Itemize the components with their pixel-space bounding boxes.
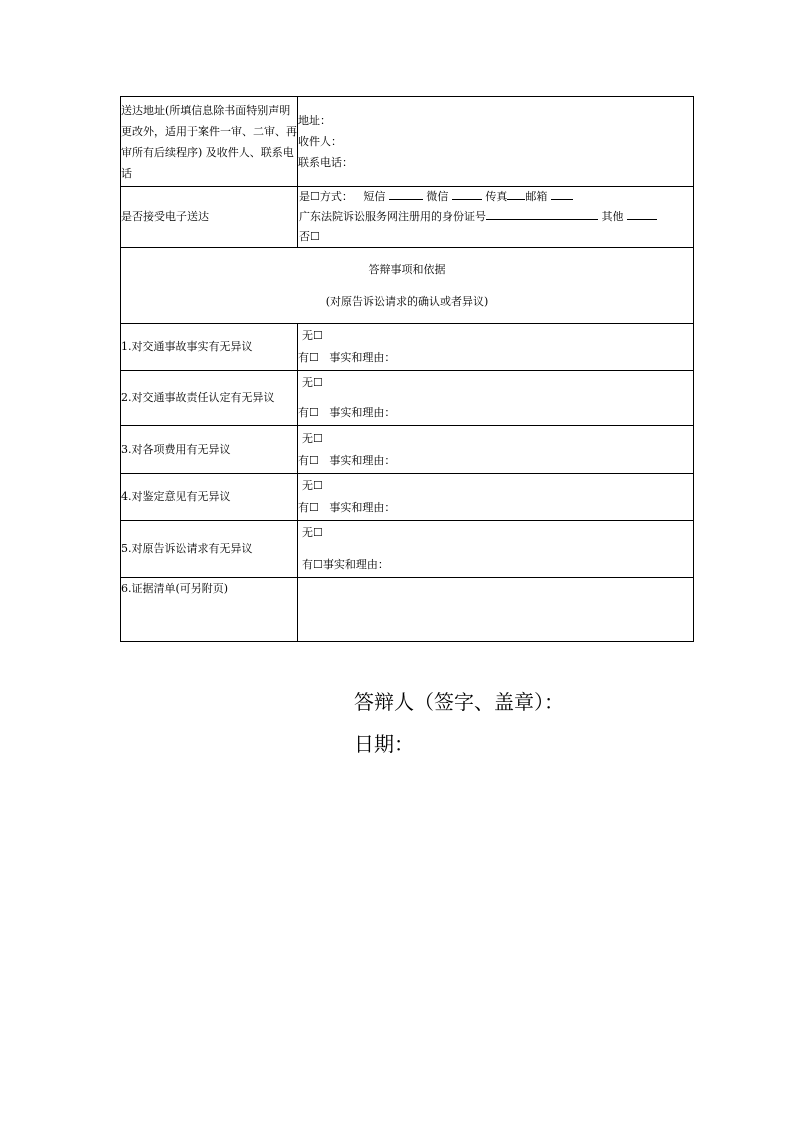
- question-label: 1.对交通事故事实有无异议: [121, 324, 298, 371]
- phone-field[interactable]: 联系电话：: [298, 156, 353, 169]
- question-label: 5.对原告诉讼请求有无异议: [121, 521, 298, 578]
- question-answer[interactable]: [298, 371, 694, 426]
- sms-blank[interactable]: [389, 187, 423, 200]
- electronic-delivery-row: [121, 187, 694, 248]
- wechat-option: 微信: [426, 190, 449, 203]
- platform-id-label: 广东法院诉讼服务网注册用的身份证号: [299, 210, 486, 223]
- delivery-address-fields[interactable]: [298, 97, 694, 187]
- no-objection-checkbox[interactable]: 无☐: [302, 479, 323, 492]
- reason-label: 事实和理由：: [329, 453, 396, 467]
- platform-id-blank[interactable]: [486, 207, 598, 220]
- no-objection-checkbox[interactable]: 无☐: [302, 376, 323, 389]
- electronic-delivery-options[interactable]: [298, 187, 694, 248]
- mail-option: 邮箱: [525, 190, 548, 203]
- reason-label: 事实和理由：: [329, 501, 396, 514]
- section-header-row: [121, 248, 694, 324]
- electronic-yes-checkbox[interactable]: 是☐方式：: [299, 190, 353, 203]
- question-row: [121, 521, 694, 578]
- other-blank[interactable]: [627, 207, 657, 220]
- question-label: 3.对各项费用有无异议: [121, 426, 298, 474]
- question-answer[interactable]: [298, 426, 694, 474]
- question-answer[interactable]: [298, 324, 694, 371]
- address-field[interactable]: 地址：: [298, 114, 331, 127]
- signature-date[interactable]: 日期：: [354, 732, 414, 756]
- question-row: [121, 474, 694, 521]
- reason-label: 事实和理由：: [329, 351, 396, 364]
- objection-checkbox[interactable]: 有☐: [302, 558, 323, 571]
- other-option: 其他: [601, 210, 624, 223]
- mail-blank[interactable]: [551, 187, 573, 200]
- section-title: 答辩事项和依据: [368, 262, 446, 276]
- question-row: [121, 426, 694, 474]
- section-subtitle: (对原告诉讼请求的确认或者异议): [325, 294, 489, 308]
- objection-checkbox[interactable]: 有☐: [298, 351, 319, 364]
- sms-option: 短信: [363, 190, 386, 203]
- no-objection-checkbox[interactable]: 无☐: [302, 431, 323, 445]
- question-label: 2.对交通事故责任认定有无异议: [121, 371, 298, 426]
- objection-checkbox[interactable]: 有☐: [298, 501, 319, 514]
- respondent-signature[interactable]: 答辩人（签字、盖章）：: [354, 690, 564, 714]
- evidence-label: 6.证据清单(可另附页): [121, 578, 298, 642]
- question-answer[interactable]: [298, 474, 694, 521]
- electronic-no-checkbox[interactable]: 否☐: [299, 230, 320, 243]
- delivery-address-row: [121, 97, 694, 187]
- no-objection-checkbox[interactable]: 无☐: [302, 329, 323, 342]
- no-objection-checkbox[interactable]: 无☐: [302, 526, 323, 539]
- defense-form-table: [120, 96, 694, 642]
- reason-label: 事实和理由：: [322, 558, 389, 571]
- question-label: 4.对鉴定意见有无异议: [121, 474, 298, 521]
- question-row: [121, 324, 694, 371]
- question-row: [121, 371, 694, 426]
- delivery-address-label: 送达地址(所填信息除书面特别声明更改外，适用于案件一审、二审、再审所有后续程序) 及收件人、联系电话: [121, 97, 298, 187]
- recipient-field[interactable]: 收件人：: [298, 135, 342, 148]
- evidence-field[interactable]: [298, 578, 694, 642]
- section-header-cell: [121, 248, 694, 324]
- fax-blank[interactable]: [507, 187, 525, 200]
- evidence-row: [121, 578, 694, 642]
- question-answer[interactable]: [298, 521, 694, 578]
- wechat-blank[interactable]: [452, 187, 482, 200]
- reason-label: 事实和理由：: [329, 406, 396, 419]
- electronic-delivery-label: 是否接受电子送达: [121, 187, 298, 248]
- objection-checkbox[interactable]: 有☐: [298, 406, 319, 419]
- objection-checkbox[interactable]: 有☐: [298, 453, 319, 467]
- fax-option: 传真: [485, 190, 508, 203]
